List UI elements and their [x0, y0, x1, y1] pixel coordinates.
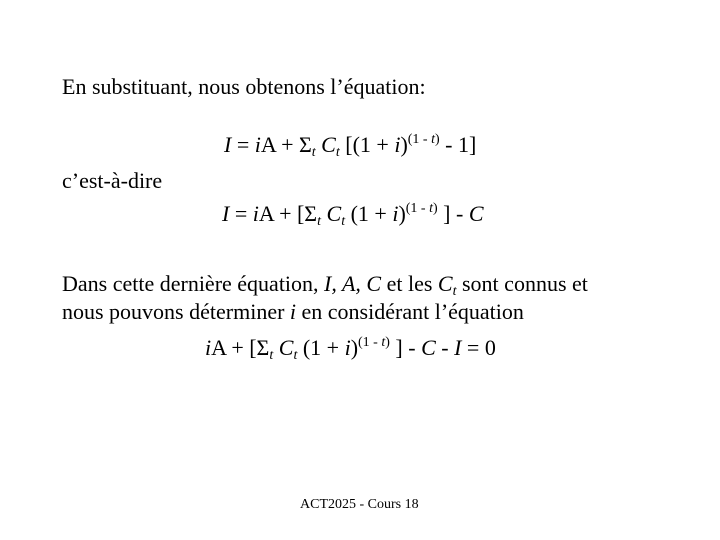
- para-line1-vars: I, A, C: [324, 271, 382, 296]
- eq3-exponent: [358, 335, 390, 350]
- para-line2-i: i: [289, 299, 297, 324]
- eq1-i2: i: [394, 132, 401, 157]
- eq3-open: (1 +: [297, 335, 345, 360]
- eq3-sub-t: t: [269, 348, 274, 363]
- eq2-sub-t: t: [317, 214, 321, 229]
- equation-3: [205, 335, 496, 361]
- eq3-I: I: [454, 335, 462, 360]
- eq2-lhs: I: [222, 201, 230, 226]
- eq3-mid: ] -: [389, 335, 422, 360]
- intro-text: En substituant, nous obtenons l’équation:: [62, 74, 426, 99]
- paragraph-line-2: [62, 299, 524, 325]
- eq3-tail: = 0: [461, 335, 496, 360]
- eq1-equals: =: [231, 132, 255, 157]
- eq1-sup-open: (1 -: [407, 132, 432, 147]
- eq3-close-paren: ): [350, 335, 359, 360]
- eq2-sup-close: ): [432, 201, 438, 216]
- paragraph-line-1: [62, 271, 588, 297]
- eq1-close-paren: ): [400, 132, 408, 157]
- eq3-A: A: [211, 335, 226, 360]
- eq3-sup-open: (1 -: [358, 335, 382, 350]
- para-line1-c: sont connus et: [456, 271, 588, 296]
- para-line2-b: en considérant l’équation: [296, 299, 524, 324]
- footer-text: ACT2025 - Cours 18: [300, 497, 419, 512]
- eq2-sup-open: (1 -: [405, 201, 430, 216]
- eq1-exponent: [408, 132, 440, 147]
- equation-1: [224, 132, 476, 158]
- para-line1-b: et les: [381, 271, 438, 296]
- para-line1-a: Dans cette dernière équation,: [62, 271, 325, 296]
- eq1-sub-t: t: [311, 145, 316, 160]
- eq1-lhs: I: [224, 132, 232, 157]
- eq1-plus-sigma: + Σ: [275, 132, 312, 157]
- eq3-i2: i: [344, 335, 351, 360]
- para-line1-C: C: [437, 271, 453, 296]
- eq1-i: i: [254, 132, 261, 157]
- eq2-sub-t2: t: [341, 214, 346, 229]
- eq2-mid: ] -: [437, 201, 469, 226]
- c-est-a-dire: c’est-à-dire: [62, 168, 163, 193]
- equation-2: [222, 201, 484, 227]
- eq2-equals: =: [229, 201, 253, 226]
- eq1-sup-close: ): [434, 132, 440, 147]
- eq3-minus: -: [435, 335, 455, 360]
- eq2-i2: i: [392, 201, 399, 226]
- eq2-exponent: [406, 201, 438, 216]
- eq1-sub-t2: t: [335, 145, 340, 160]
- eq2-close-paren: ): [398, 201, 406, 226]
- eq3-sup-t: t: [381, 335, 386, 350]
- eq3-sup-close: ): [385, 335, 390, 350]
- eq1-sup-t: t: [431, 132, 435, 147]
- eq3-C-end: C: [421, 335, 436, 360]
- eq3-sub-t2: t: [293, 348, 298, 363]
- eq1-A: A: [260, 132, 276, 157]
- eq2-A: A: [258, 201, 274, 226]
- eq1-C: C: [315, 132, 336, 157]
- para-line2-a: nous pouvons déterminer: [62, 299, 290, 324]
- para-line1-sub: t: [452, 284, 457, 299]
- eq3-C: C: [273, 335, 294, 360]
- eq2-C: C: [321, 201, 342, 226]
- eq2-plus-bracket-sigma: + [Σ: [273, 201, 318, 226]
- eq3-i: i: [205, 335, 212, 360]
- eq2-open: (1 +: [345, 201, 393, 226]
- eq1-open: [(1 +: [339, 132, 395, 157]
- eq1-tail: - 1]: [439, 132, 477, 157]
- eq3-plus-bracket-sigma: + [Σ: [225, 335, 270, 360]
- eq2-sup-t: t: [429, 201, 433, 216]
- eq2-i: i: [252, 201, 259, 226]
- eq2-C-end: C: [468, 201, 484, 226]
